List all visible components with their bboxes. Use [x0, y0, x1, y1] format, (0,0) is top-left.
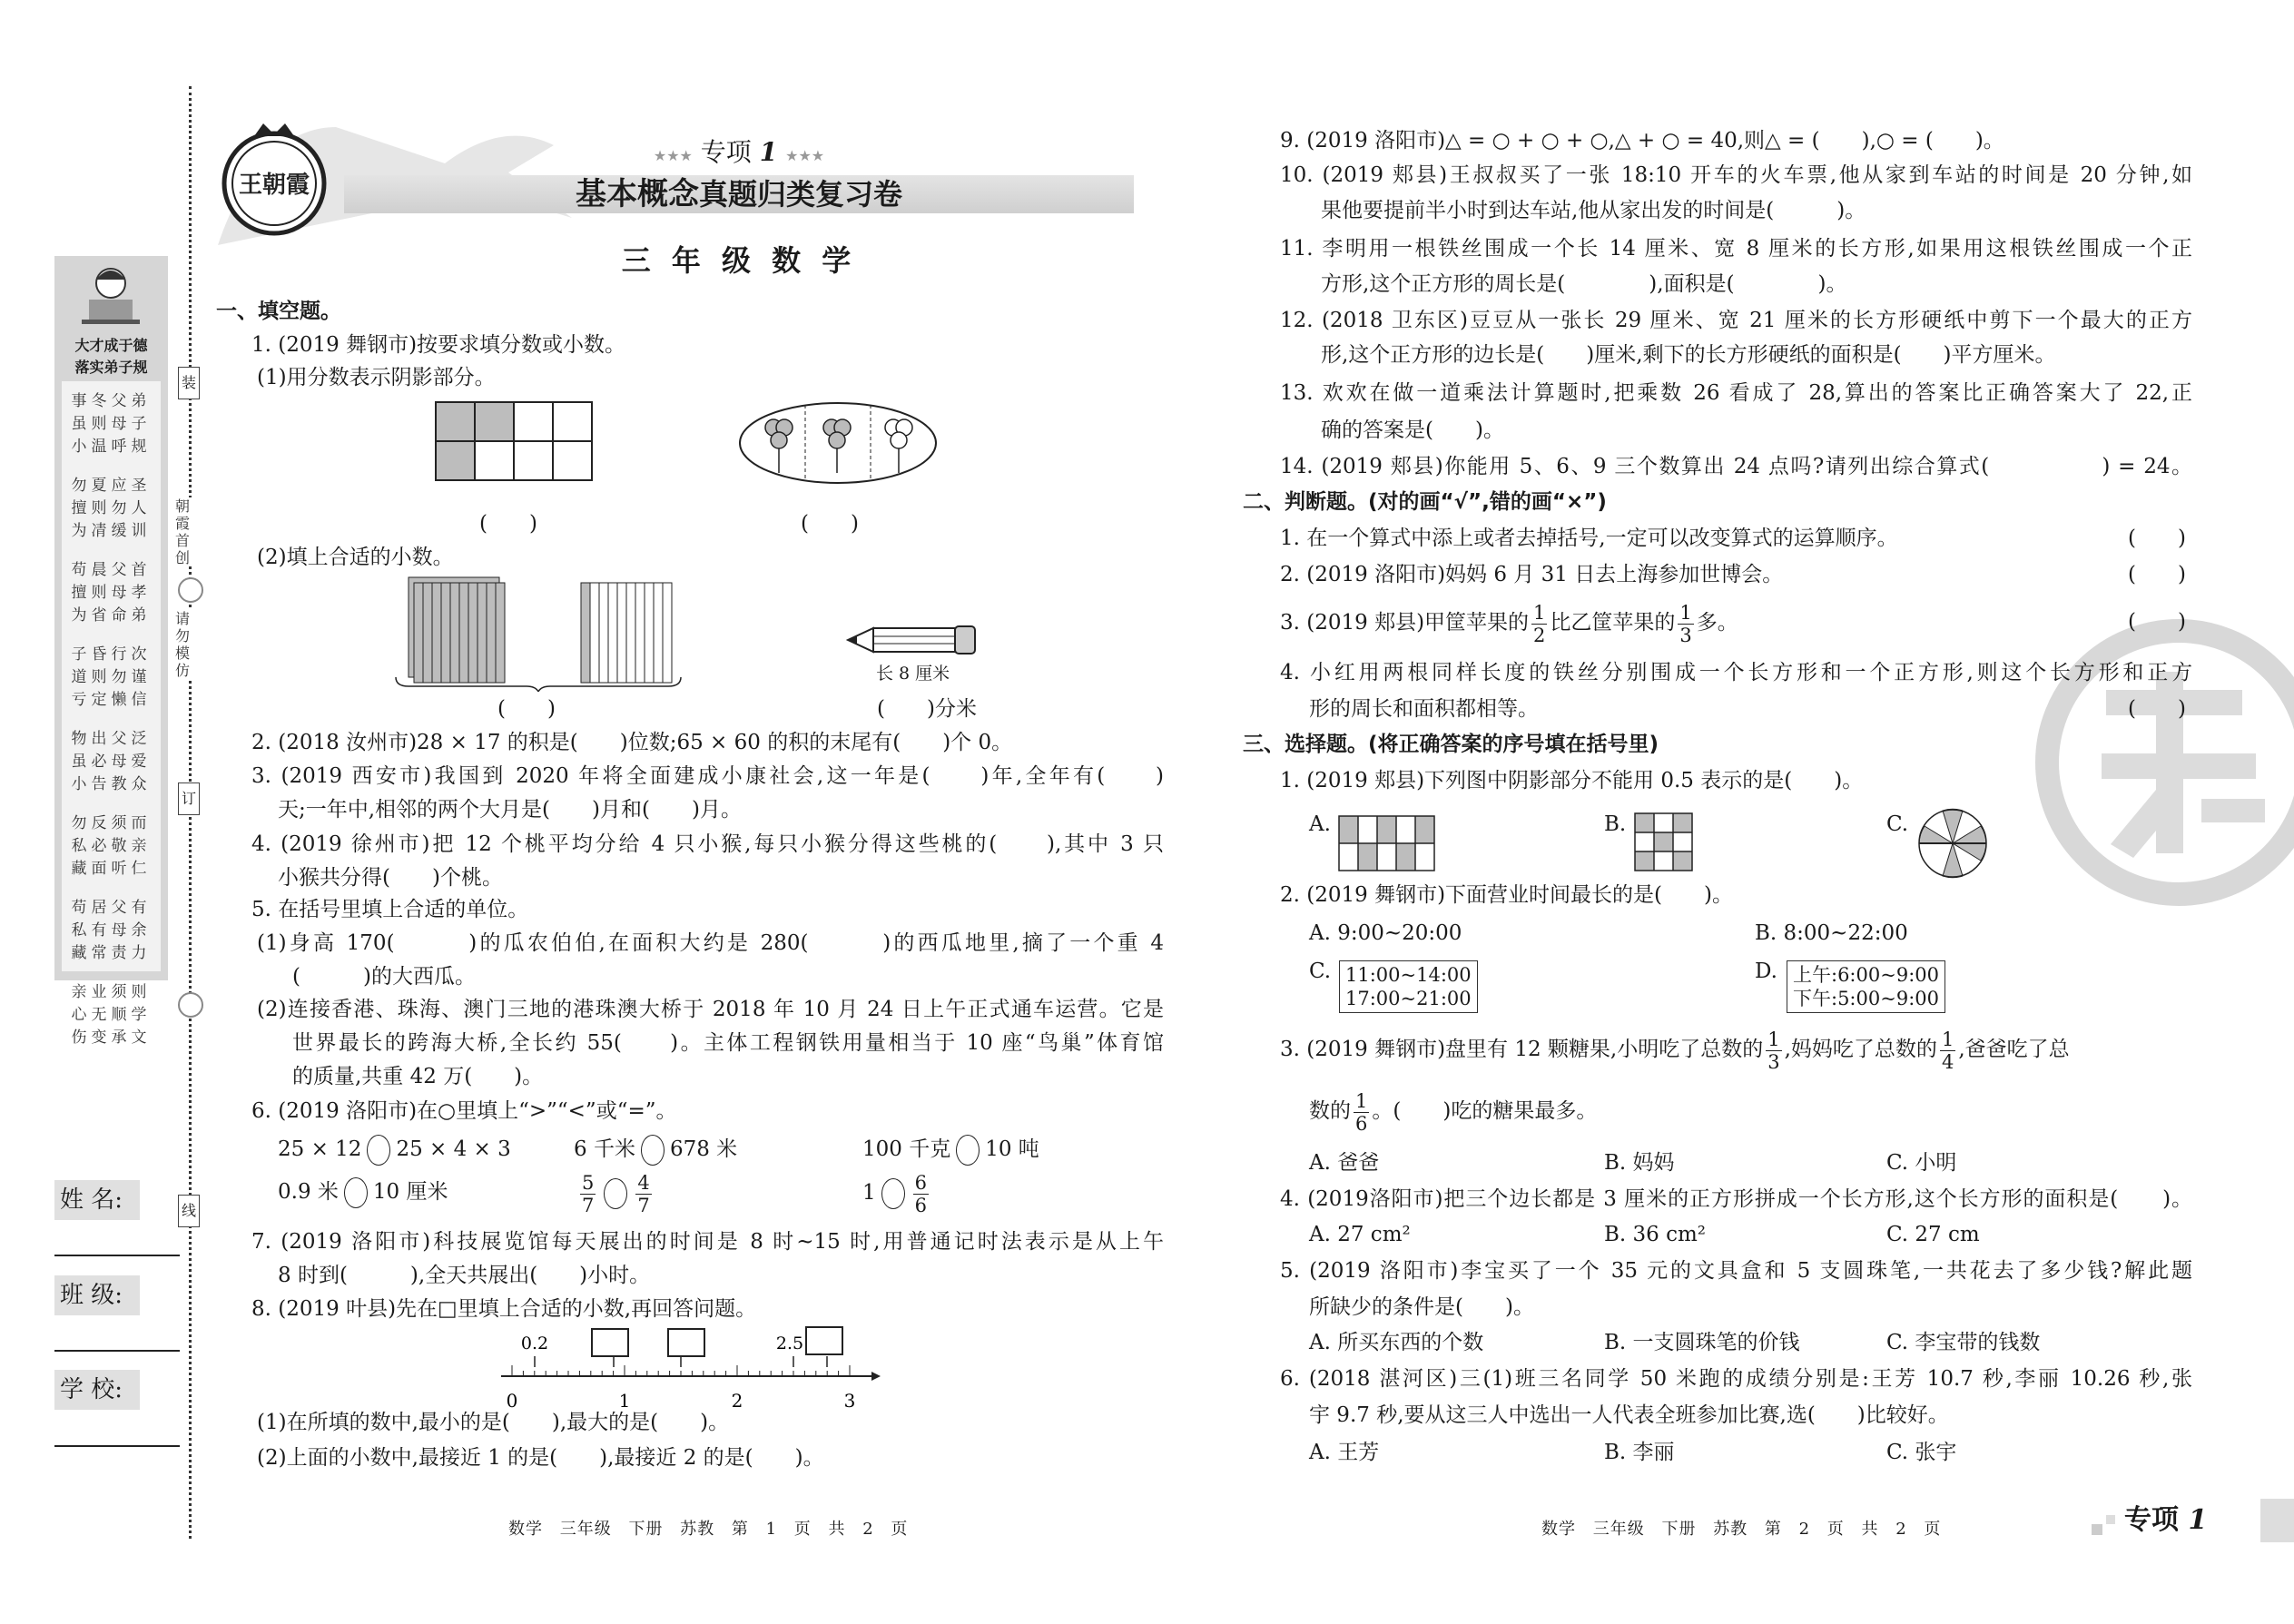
compare-circle[interactable] [641, 1135, 665, 1166]
answer-blank[interactable]: ( ) [497, 697, 556, 721]
option-c-pie-figure [1917, 808, 1988, 879]
verse-group [62, 390, 161, 458]
tab-label: 专项 [2124, 1504, 2179, 1536]
shaded-grid-figure [434, 400, 597, 484]
question-text: (1)在所填的数中,最小的是( ),最大的是( )。 [257, 1411, 730, 1434]
compare-circle[interactable] [367, 1135, 390, 1166]
compare-item: 1 $\frac{6}{6}$ [862, 1171, 928, 1216]
verse-row: 苟居父有 [71, 899, 152, 917]
motto-line: 大才成于德 [74, 337, 148, 354]
verse-row: 道则勿谨 [71, 668, 152, 686]
binding-mark-xian: 线 [178, 1195, 200, 1227]
di-zi-gui-verses [62, 381, 161, 1047]
verse-row: 苟晨父首 [71, 561, 152, 579]
question-text: 的质量,共重 42 万( )。 [292, 1065, 544, 1088]
question-text: 3. (2019 舞钢市)盘里有 12 颗糖果,小明吃了总数的 $\frac{1}{3}$ ,妈妈吃了总数的 $\frac{1}{4}$ ,爸爸吃了总 [1280, 1028, 2070, 1073]
question-text: 确的答案是( )。 [1321, 418, 1504, 442]
verse-group [62, 897, 161, 965]
question-text: (2)填上合适的小数。 [257, 546, 454, 569]
option-c[interactable]: C. 李宝带的钱数 [1886, 1331, 2041, 1354]
question-text: 1. (2019 郏县)下列图中阴影部分不能用 0.5 表示的是( )。 [1280, 769, 1864, 792]
option-a[interactable]: A. 所买东西的个数 [1309, 1331, 1484, 1354]
answer-box[interactable] [806, 1327, 842, 1354]
section-heading-multiple-choice: 三、选择题。(将正确答案的序号填在括号里) [1243, 733, 1659, 756]
verse-row: 为凊缓训 [71, 522, 152, 540]
verse-row: 物出父泛 [71, 730, 152, 748]
option-c[interactable]: C. [1309, 960, 1332, 983]
question-text: (1)身高 170( )的瓜农伯伯,在面积大约是 280( )的西瓜地里,摘了一个重 4 [257, 931, 1164, 955]
verse-group [62, 812, 161, 881]
verse-row: 为省命弟 [71, 606, 152, 625]
option-c[interactable]: C. 小明 [1886, 1151, 1957, 1175]
section-heading-fill-blank: 一、填空题。 [216, 300, 341, 323]
decimal-strips-figure [390, 574, 690, 692]
question-text: 形,这个正方形的边长是( )厘米,剩下的长方形硬纸的面积是( )平方厘米。 [1321, 343, 2056, 367]
verse-row: 虽必母爱 [71, 753, 152, 771]
tick-label: 2 [731, 1390, 743, 1412]
compare-item: 6 千米 678 米 [574, 1133, 737, 1166]
question-text: 2. (2018 汝州市)28 × 17 的积是( )位数;65 × 60 的积的末尾有( )个 0。 [251, 731, 1013, 754]
option-b-figure [1634, 812, 1694, 872]
judge-answer-blank[interactable]: ( ) [2128, 697, 2186, 721]
school-field-line[interactable] [54, 1445, 180, 1447]
verse-row: 子昏行次 [71, 645, 152, 664]
name-field-label: 姓 名: [54, 1180, 140, 1220]
option-b[interactable]: B. 一支圆珠笔的价钱 [1604, 1331, 1800, 1354]
logo-seal-icon [218, 120, 331, 238]
question-text: 3. (2019 西安市)我国到 2020 年将全面建成小康社会,这一年是( )年,全年有( ) [251, 764, 1164, 788]
question-text: (2)上面的小数中,最接近 1 的是( ),最接近 2 的是( )。 [257, 1446, 824, 1470]
question-text: 宇 9.7 秒,要从这三人中选出一人代表全班参加比赛,选( )比较好。 [1309, 1403, 1949, 1427]
verse-row: 心无顺学 [71, 1006, 152, 1024]
question-text: 12. (2018 卫东区)豆豆从一张长 29 厘米、宽 21 厘米的长方形硬纸中剪下一个最大的正方 [1280, 309, 2192, 332]
verse-row: 藏常责力 [71, 944, 152, 962]
option-a[interactable]: A. 王芳 [1309, 1441, 1380, 1464]
question-text: 11. 李明用一根铁丝围成一个长 14 厘米、宽 8 厘米的长方形,如果用这根铁丝围成一个正 [1280, 237, 2192, 261]
binding-mark-ding: 订 [178, 782, 200, 815]
tick-label: 0 [506, 1390, 518, 1412]
option-b[interactable]: B. 36 cm² [1604, 1223, 1707, 1246]
option-d[interactable]: D. [1755, 960, 1777, 983]
verse-row: 勿反须而 [71, 814, 152, 832]
question-text: (2)连接香港、珠海、澳门三地的港珠澳大桥于 2018 年 10 月 24 日上午正式通车运营。它是 [257, 998, 1164, 1021]
question-text: 天;一年中,相邻的两个大月是( )月和( )月。 [278, 798, 742, 822]
answer-box[interactable] [668, 1329, 704, 1356]
question-text: 4. (2019 徐州市)把 12 个桃平均分给 4 只小猴,每只小猴分得这些桃的( ),其中 3 只 [251, 832, 1164, 856]
title-bold: 基本概念 [575, 176, 699, 212]
option-c[interactable]: C. 27 cm [1886, 1223, 1980, 1246]
fraction: $\frac{1}{3}$ [1679, 601, 1692, 646]
option-b[interactable]: B. 李丽 [1604, 1441, 1675, 1464]
verse-group [62, 728, 161, 796]
question-text: 10. (2019 郏县)王叔叔买了一张 18:10 开车的火车票,他从家到车站的时间是 20 分钟,如 [1280, 163, 2192, 187]
option-b[interactable]: B. [1604, 812, 1627, 836]
option-a[interactable]: A. [1309, 812, 1331, 836]
question-text: 2. (2019 舞钢市)下面营业时间最长的是( )。 [1280, 883, 1733, 907]
section-heading-true-false: 二、判断题。(对的画“√”,错的画“×”) [1243, 490, 1607, 514]
compare-circle[interactable] [881, 1178, 905, 1209]
question-text: 世界最长的跨海大桥,全长约 55( )。主体工程钢铁用量相当于 10 座“鸟巢”体育馆 [292, 1031, 1164, 1055]
swirl-icon [178, 577, 203, 603]
stars-decoration: ★★★ [785, 147, 825, 164]
verse-group [62, 475, 161, 543]
section-tab [2092, 1499, 2294, 1542]
verse-group [62, 644, 161, 712]
motto-line: 落实弟子规 [74, 359, 148, 376]
verse-row: 小温呼规 [71, 438, 152, 456]
fraction: $\frac{1}{6}$ [1355, 1089, 1368, 1135]
brand-vertical-text: 朝霞首创 [171, 497, 194, 566]
verse-row: 伤变承文 [71, 1029, 152, 1047]
header-label: 专项 [700, 137, 752, 167]
section-header [344, 133, 1134, 169]
option-a[interactable]: A. 9:00~20:00 [1309, 921, 1462, 945]
question-text: 4. (2019洛阳市)把三个边长都是 3 厘米的正方形拼成一个长方形,这个长方形的面积是( )。 [1280, 1187, 2192, 1211]
given-value-label: 2.5 [775, 1334, 804, 1353]
fraction: $\frac{5}{7}$ [582, 1171, 595, 1216]
compare-circle[interactable] [956, 1135, 980, 1166]
page-footer: 数学 三年级 下册 苏教 第 1 页 共 2 页 [508, 1520, 909, 1539]
verse-row: 事冬父弟 [71, 392, 152, 410]
fraction: $\frac{1}{4}$ [1941, 1028, 1954, 1073]
pencil-icon [846, 623, 979, 657]
judge-answer-blank[interactable]: ( ) [2128, 610, 2186, 634]
verse-row: 虽则母子 [71, 415, 152, 433]
stars-decoration: ★★★ [653, 147, 693, 164]
compare-item: 100 千克 10 吨 [862, 1133, 1039, 1166]
name-field-line[interactable] [54, 1255, 180, 1256]
sidebar-motto-panel [54, 256, 168, 1047]
answer-blank-decimeter[interactable]: ( )分米 [877, 697, 977, 721]
question-text: 1. (2019 舞钢市)按要求填分数或小数。 [251, 333, 626, 357]
verse-row: 私有母余 [71, 921, 152, 940]
question-text: 9. (2019 洛阳市)△ = ○ + ○ + ○,△ + ○ = 40,则△ = ( ),○ = ( )。 [1280, 129, 2004, 153]
class-field-label: 班 级: [54, 1275, 140, 1315]
option-c[interactable]: C. [1886, 812, 1909, 836]
verse-row: 擅则勿人 [71, 499, 152, 517]
question-text: 8. (2019 叶县)先在□里填上合适的小数,再回答问题。 [251, 1297, 757, 1321]
subject-title: 三 年 级 数 学 [621, 243, 857, 278]
balloons-figure [737, 400, 939, 486]
compare-item: 25 × 12 25 × 4 × 3 [278, 1133, 511, 1166]
fraction: $\frac{1}{3}$ [1767, 1028, 1780, 1073]
answer-box[interactable] [592, 1329, 628, 1356]
question-text: 果他要提前半小时到达车站,他从家出发的时间是( )。 [1321, 199, 1866, 222]
answer-blank[interactable]: ( ) [479, 512, 537, 536]
question-text: 数的 $\frac{1}{6}$ 。( )吃的糖果最多。 [1309, 1089, 1598, 1135]
question-text: 6. (2018 湛河区)三(1)班三名同学 50 米跑的成绩分别是:王芳 10.7 秒,李丽 10.26 秒,张 [1280, 1367, 2192, 1391]
given-value-label: 0.2 [520, 1334, 549, 1353]
tick-label: 3 [843, 1390, 856, 1412]
question-text: 2. (2019 洛阳市)妈妈 6 月 31 日去上海参加世博会。 [1280, 563, 1784, 586]
compare-item [577, 1171, 655, 1216]
page-title [344, 174, 1134, 214]
tab-number: 1 [2188, 1504, 2208, 1536]
verse-row: 小告教众 [71, 775, 152, 793]
header-number: 1 [759, 137, 778, 167]
verse-row: 勿夏应圣 [71, 477, 152, 495]
school-field-label: 学 校: [54, 1370, 140, 1410]
option-a-figure [1338, 815, 1436, 871]
question-text: 8 时到( ),全天共展出( )小时。 [278, 1264, 651, 1287]
swirl-icon [178, 992, 203, 1018]
verse-row: 擅则母孝 [71, 584, 152, 602]
question-text: 6. (2019 洛阳市)在○里填上“>”“<”或“=”。 [251, 1099, 677, 1123]
fraction: $\frac{6}{6}$ [914, 1171, 928, 1216]
judge-answer-blank[interactable]: ( ) [2128, 563, 2186, 586]
option-b[interactable]: B. 8:00~22:00 [1755, 921, 1908, 945]
question-text: 13. 欢欢在做一道乘法计算题时,把乘数 26 看成了 28,算出的答案比正确答案大了 22,正 [1280, 381, 2192, 405]
compare-circle[interactable] [604, 1178, 627, 1209]
page-footer: 数学 三年级 下册 苏教 第 2 页 共 2 页 [1541, 1520, 1942, 1539]
student-cartoon-icon [74, 260, 147, 332]
binding-mark-zhuang: 装 [178, 367, 200, 399]
question-text: 小猴共分得( )个桃。 [278, 866, 503, 890]
option-c-hours-box: 11:00~14:00 17:00~21:00 [1339, 960, 1478, 1013]
answer-blank[interactable]: ( ) [801, 512, 859, 536]
verse-row: 亲业须则 [71, 983, 152, 1001]
class-field-line[interactable] [54, 1350, 180, 1352]
compare-circle[interactable] [344, 1177, 368, 1208]
question-text: 形的周长和面积都相等。 [1309, 697, 1539, 721]
option-b[interactable]: B. 妈妈 [1604, 1151, 1675, 1175]
compare-item: 0.9 米 10 厘米 [278, 1176, 448, 1208]
fraction: $\frac{1}{2}$ [1533, 601, 1546, 646]
question-text: 7. (2019 洛阳市)科技展览馆每天展出的时间是 8 时~15 时,用普通记时法表示是从上午 [251, 1230, 1164, 1254]
question-text: ( )的大西瓜。 [292, 965, 476, 989]
verse-row: 藏面听仁 [71, 860, 152, 878]
question-text: 方形,这个正方形的周长是( ),面积是( )。 [1321, 272, 1847, 296]
question-text: 4. 小红用两根同样长度的铁丝分别围成一个长方形和一个正方形,则这个长方形和正方 [1280, 661, 2192, 684]
option-a[interactable]: A. 27 cm² [1309, 1223, 1411, 1246]
pencil-length-label: 长 8 厘米 [876, 664, 950, 684]
question-text: 5. (2019 洛阳市)李宝买了一个 35 元的文具盒和 5 支圆珠笔,一共花去了多少钱?解此题 [1280, 1259, 2192, 1283]
question-text: 所缺少的条件是( )。 [1309, 1295, 1534, 1319]
judge-answer-blank[interactable]: ( ) [2128, 527, 2186, 550]
verse-row: 私必敬亲 [71, 837, 152, 855]
question-text: 3. (2019 郏县)甲筐苹果的 $\frac{1}{2}$ 比乙筐苹果的 $\frac{1}{3}$ 多。 [1280, 601, 1738, 646]
option-c[interactable]: C. 张宇 [1886, 1441, 1957, 1464]
question-text: 5. 在括号里填上合适的单位。 [251, 898, 529, 921]
verse-group [62, 981, 161, 1049]
warning-vertical-text: 请勿模仿 [171, 610, 194, 679]
question-text: 1. 在一个算式中添上或者去掉括号,一定可以改变算式的运算顺序。 [1280, 527, 1898, 550]
tick-label: 1 [618, 1390, 631, 1412]
svg-text:王朝霞: 王朝霞 [238, 172, 310, 199]
verse-group [62, 559, 161, 627]
option-d-hours-box: 上午:6:00~9:00 下午:5:00~9:00 [1787, 960, 1945, 1013]
verse-row: 亏定懒信 [71, 691, 152, 709]
title-rest: 真题归类复习卷 [698, 177, 902, 212]
fraction: $\frac{4}{7}$ [637, 1171, 650, 1216]
question-text: 14. (2019 郏县)你能用 5、6、9 三个数算出 24 点吗?请列出综合算式( ) = 24。 [1280, 455, 2192, 478]
question-text: (1)用分数表示阴影部分。 [257, 366, 496, 389]
option-a[interactable]: A. 爸爸 [1309, 1151, 1380, 1175]
